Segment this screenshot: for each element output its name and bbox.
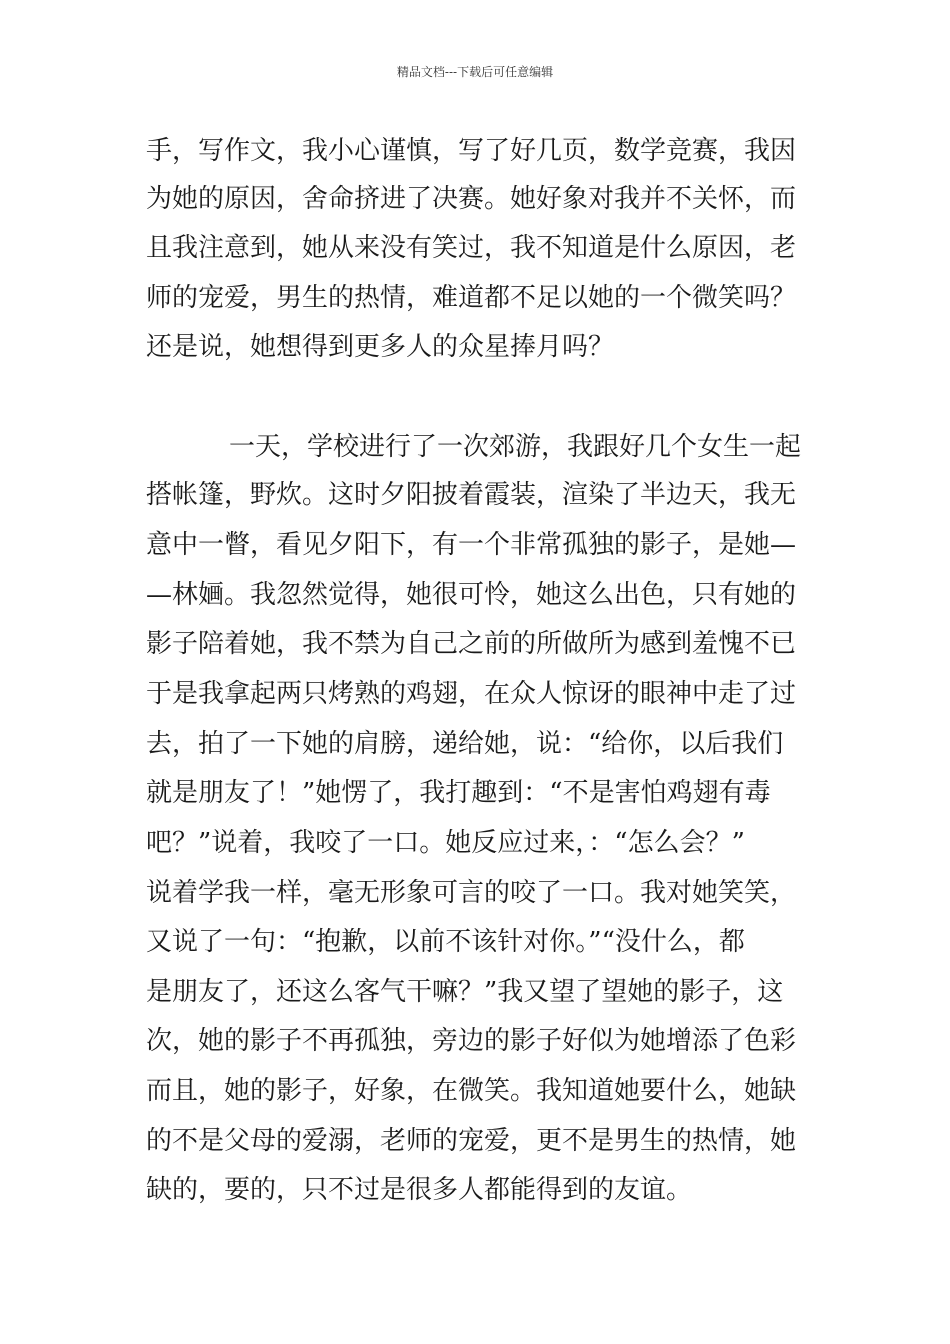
text-line: 且我注意到，她从来没有笑过，我不知道是什么原因，老 xyxy=(146,233,797,263)
text-line: 手，写作文，我小心谨慎，写了好几页，数学竞赛，我因 xyxy=(146,136,797,166)
text-line: 就是朋友了！”她愣了，我打趣到：“不是害怕鸡翅有毒 xyxy=(146,778,771,808)
text-line: 缺的，要的，只不过是很多人都能得到的友谊。 xyxy=(146,1175,693,1205)
text-line: 搭帐篷，野炊。这时夕阳披着霞装，渲染了半边天，我无 xyxy=(146,480,797,510)
text-line: 又说了一句：“抱歉，以前不该针对你。”“没什么，都 xyxy=(146,927,745,957)
text-line: 次，她的影子不再孤独，旁边的影子好似为她增添了色彩 xyxy=(146,1026,797,1056)
page-header: 精品文档---下载后可任意编辑 xyxy=(396,65,554,79)
text-line: 为她的原因，舍命挤进了决赛。她好象对我并不关怀，而 xyxy=(146,184,797,214)
text-line: 意中一瞥，看见夕阳下，有一个非常孤独的影子，是她— xyxy=(146,530,797,560)
text-line: 的不是父母的爱溺，老师的宠爱，更不是男生的热情，她 xyxy=(146,1126,797,1156)
text-line: —林婳。我忽然觉得，她很可怜，她这么出色，只有她的 xyxy=(146,580,797,610)
text-line: 还是说，她想得到更多人的众星捧月吗？ xyxy=(146,332,615,362)
text-line: 而且，她的影子，好象，在微笑。我知道她要什么，她缺 xyxy=(146,1076,797,1106)
text-line: 师的宠爱，男生的热情，难道都不足以她的一个微笑吗？ xyxy=(146,283,797,313)
text-line: 影子陪着她，我不禁为自己之前的所做所为感到羞愧不已 xyxy=(146,629,797,659)
text-line: 一天，学校进行了一次郊游，我跟好几个女生一起 xyxy=(229,432,802,462)
text-line: 说着学我一样，毫无形象可言的咬了一口。我对她笑笑， xyxy=(146,878,797,908)
text-line: 于是我拿起两只烤熟的鸡翅，在众人惊讶的眼神中走了过 xyxy=(146,679,797,709)
text-line: 去，拍了一下她的肩膀，递给她，说：“给你，以后我们 xyxy=(146,729,784,759)
text-line: 是朋友了，还这么客气干嘛？”我又望了望她的影子，这 xyxy=(146,977,784,1007)
text-line: 吧？”说着，我咬了一口。她反应过来，：“怎么会？” xyxy=(146,828,745,858)
